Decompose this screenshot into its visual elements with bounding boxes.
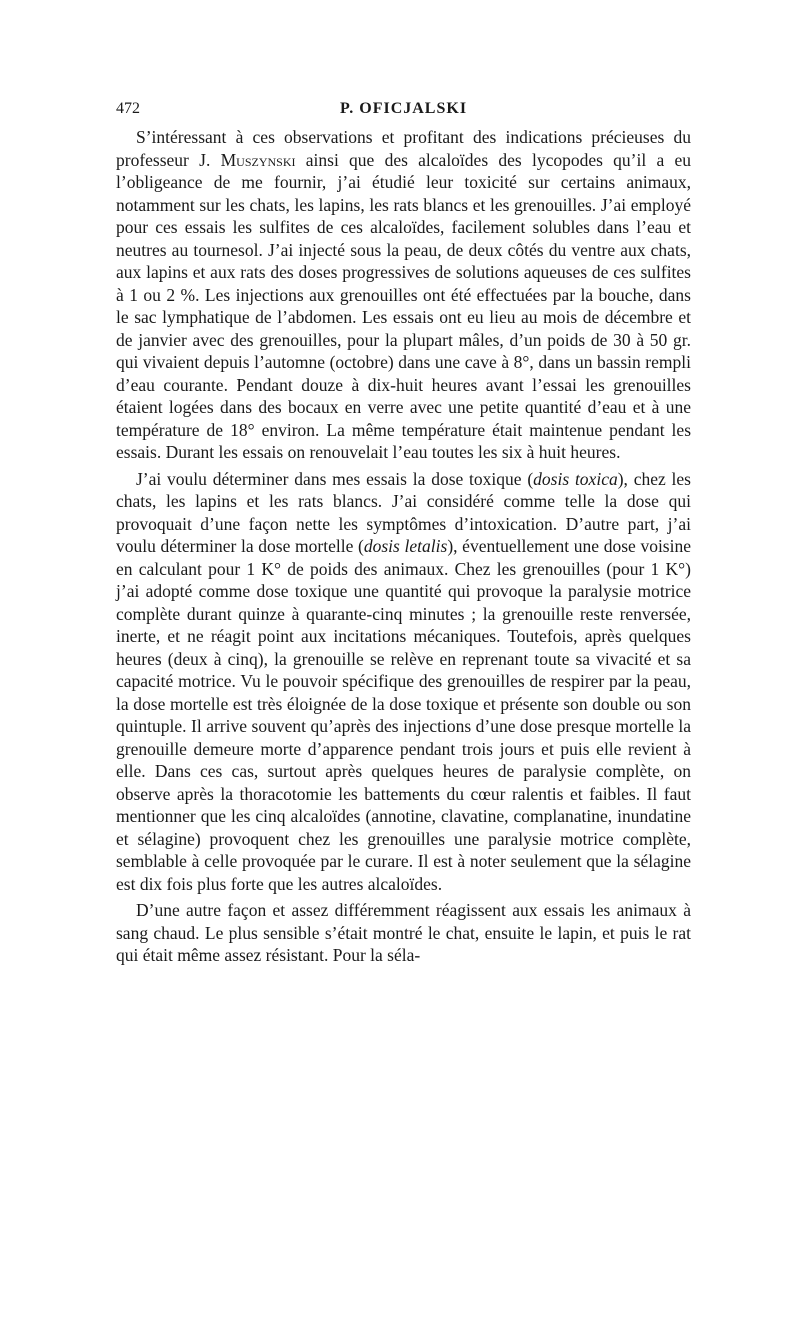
paragraph-3-text: D’une autre façon et assez différemment réagissent aux essais les animaux à sang chaud. Le plus sensible s’était montré le chat, ensuite le lapin, et puis le rat qui était même assez résistant. Pour la séla-	[116, 900, 691, 965]
page-number: 472	[116, 100, 140, 117]
paragraph-2-text-a: J’ai voulu déterminer dans mes essais la dose toxique (	[136, 468, 534, 489]
paragraph-2-text-b: ), chez les chats, les lapins et les rats blancs. J’ai considéré comme telle la dose qui provoquait d’une façon nette les symptômes d’intoxication. D’autre part, j’ai voulu déterminer la dose mortelle (	[116, 468, 691, 556]
paragraph-3	[116, 899, 691, 967]
paragraph-1	[116, 126, 691, 464]
latin-term-dosis-letalis: dosis letalis	[363, 536, 448, 556]
paragraph-1-text-b: ainsi que des alcaloïdes des lycopodes qu’il a eu l’obligeance de me fournir, j’ai étudié leur toxicité sur certains animaux, notamment sur les chats, les lapins, les rats blancs et les grenouilles. J’ai employé pour ces essais les sulfites de ces alcaloïdes, facilement solubles dans l’eau et neutres au tournesol. J’ai injecté sous la peau, de deux côtés du ventre aux chats, aux lapins et aux rats des doses progressives de solutions aqueuses de ces sulfites à 1 ou 2 %. Les injections aux grenouilles ont été effectuées par la bouche, dans le sac lymphatique de l’abdomen. Les essais ont eu lieu au mois de décembre et de janvier avec des grenouilles, pour la plupart mâles, d’un poids de 30 à 50 gr. qui vivaient depuis l’automne (octobre) dans une cave à 8°, dans un bassin rempli d’eau courante. Pendant douze à dix-huit heures avant l’essai les grenouilles étaient logées dans des bocaux en verre avec une petite quantité d’eau et à une température de 18° environ. La même température était maintenue pendant les essais. Durant les essais on renouvelait l’eau toutes les six à huit heures.	[116, 149, 692, 462]
running-head: P. OFICJALSKI	[339, 100, 468, 117]
paragraph-2-text-c: ), éventuellement une dose voisine en calculant pour 1 K° de poids des animaux. Chez les grenouilles (pour 1 K°) j’ai adopté comme dose toxique une quantité qui provoque la paralysie motrice complète durant quinze à quarante-cinq minutes ; la grenouille reste renversée, inerte, et ne réagit point aux incitations mécaniques. Toutefois, après quelques heures (deux à cinq), la grenouille se relève en reprenant toute sa vivacité et sa capacité motrice. Vu le pouvoir spécifique des grenouilles de respirer par la peau, la dose mortelle est très éloignée de la dose toxique et présente son double ou son quintuple. Il arrive souvent qu’après des injections d’une dose presque mortelle la grenouille demeure morte d’apparence pendant trois jours et puis elle revient à elle. Dans ces cas, surtout après quelques heures de paralysie complète, on observe après la thoracotomie les battements du cœur ralentis et faibles. Il faut mentionner que les cinq alcaloïdes (annotine, clavatine, complanatine, inundatine et sélagine) provoquent chez les grenouilles une paralysie motrice complète, semblable à celle provoquée par le curare. Il est à noter seulement que la sélagine est dix fois plus forte que les autres alcaloïdes.	[116, 536, 691, 894]
paragraph-1-text-a: S’intéressant à ces observations et profitant des indications précieuses du professeur J.	[116, 127, 691, 170]
paragraph-2	[116, 468, 691, 896]
page-header	[116, 100, 691, 124]
latin-term-dosis-toxica: dosis toxica	[533, 468, 618, 489]
author-name: Muszynski	[220, 149, 296, 170]
body-text	[116, 126, 691, 967]
